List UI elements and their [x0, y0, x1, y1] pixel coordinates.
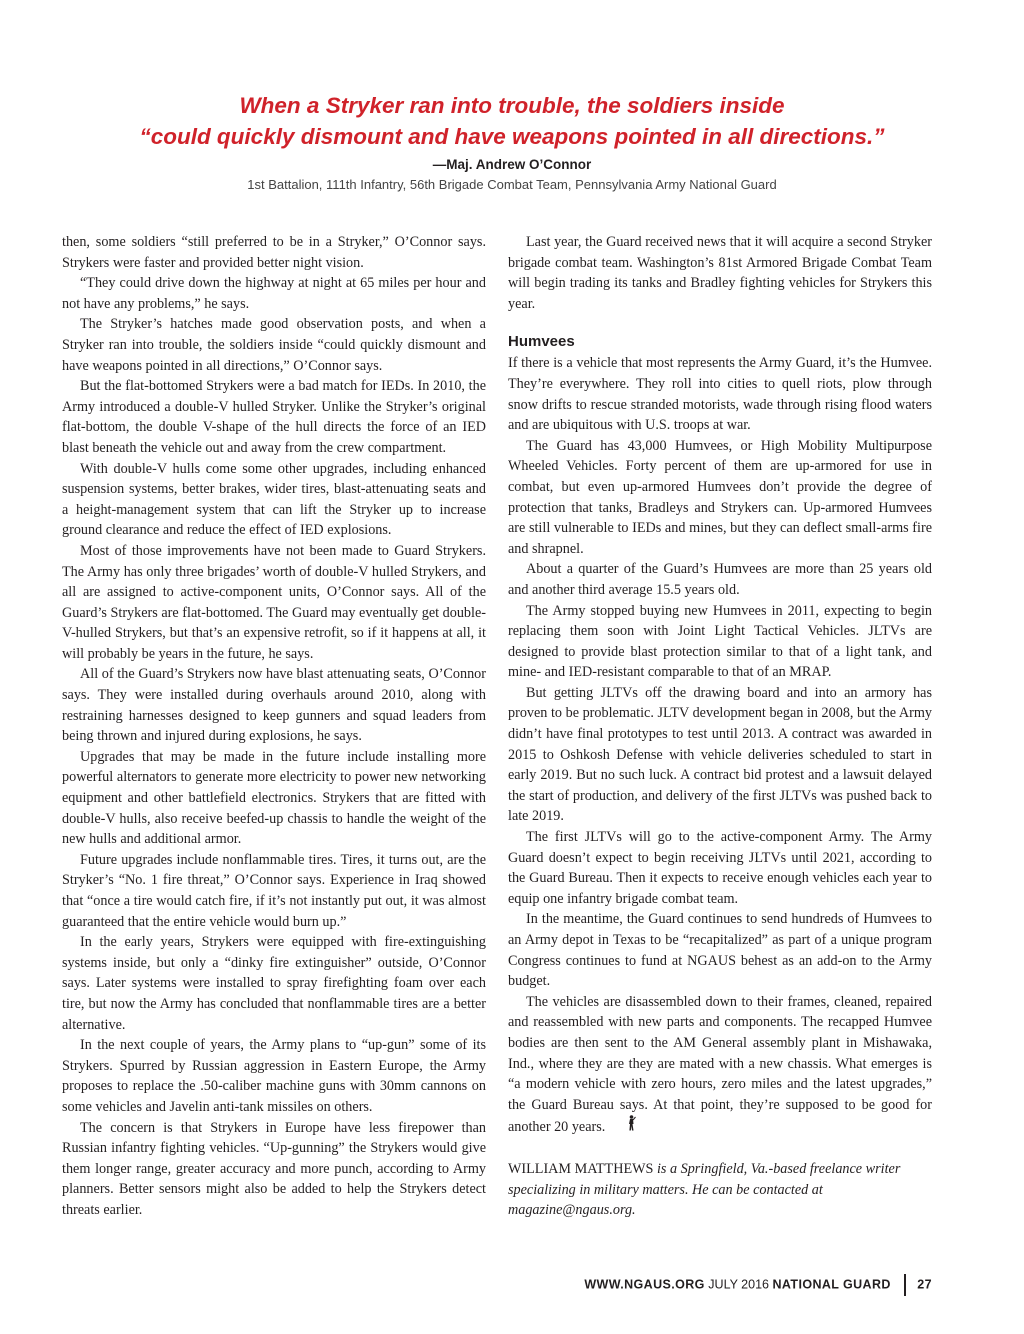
author-bio-text: is a Springfield, Va.-based freelance writer specializing in military matters. He can be contacted at magazine@ngaus.org.	[508, 1160, 901, 1219]
pull-quote	[40, 90, 984, 194]
article-paragraph: In the next couple of years, the Army plans to “up-gun” some of its Strykers. Spurred by Russian aggression in Eastern Europe, the Army proposes to replace the .50-caliber machine guns with 30mm cannons on some vehicles and Javelin anti-tank missiles on others.	[62, 1037, 486, 1115]
author-name: WILLIAM MATTHEWS	[508, 1160, 654, 1177]
article-paragraph: With double-V hulls come some other upgrades, including enhanced suspension systems, better brakes, wider tires, blast-attenuating seats and a height-management system that can lift the Stryker up to increase ground clearance and reduce the effect of IED explosions.	[62, 460, 486, 539]
footer-website: WWW.NGAUS.ORG	[584, 1277, 705, 1292]
pull-quote-attribution: —Maj. Andrew O’Connor	[432, 157, 592, 172]
left-column	[62, 232, 486, 1221]
section-heading-humvees: Humvees	[508, 333, 575, 351]
article-paragraph: About a quarter of the Guard’s Humvees are more than 25 years old and another third average 15.5 years old.	[508, 561, 932, 598]
last-paragraph-text: The vehicles are disassembled down to their frames, cleaned, repaired and reassembled with new parts and components. The recapped Humvee bodies are then sent to the AM General assembly plant in Mishawaka, Ind., where they are they are mated with a new chassis. What emerges is “a modern vehicle with zero hours, zero miles and the latest upgrades,” the Guard Bureau says. At that point, they’re supposed to be good for another 20 years.	[508, 993, 932, 1136]
pull-quote-affiliation: 1st Battalion, 111th Infantry, 56th Brigade Combat Team, Pennsylvania Army National Guard	[247, 177, 777, 192]
footer-issue: JULY 2016	[708, 1277, 769, 1292]
article-paragraph: The concern is that Strykers in Europe have less firepower than Russian infantry fighting vehicles. “Up-gunning” the Strykers would give them longer range, greater accuracy and more punch, according to Army planners. Better sensors might also be added to help the Strykers detect threats earlier.	[62, 1119, 486, 1218]
article-paragraph: If there is a vehicle that most represents the Army Guard, it’s the Humvee. They’re everywhere. They roll into cities to quell riots, plow through snow drifts to rescue stranded motorists, wade through rising flood waters and are ubiquitous with U.S. troops at war.	[508, 355, 932, 434]
article-paragraph: The Guard has 43,000 Humvees, or High Mobility Multipurpose Wheeled Vehicles. Forty percent of them are up-armored for use in combat, but even up-armored Humvees don’t provide the degree of protection that tanks, Bradleys and Strykers can. Up-armored Humvees are still vulnerable to IEDs and mines, but they can deflect small-arms fire and shrapnel.	[508, 437, 932, 557]
footer-magazine-name: NATIONAL GUARD	[772, 1277, 891, 1292]
article-paragraph: But getting JLTVs off the drawing board and into an armory has proven to be problematic. JLTV development began in 2008, but the Army didn’t have final prototypes to test until 2013. A contract was awarded in 2015 to Oshkosh Defense with vehicle deliveries scheduled to start in early 2019. But no such luck. A contract bid protest and a lawsuit delayed the start of production, and delivery of the first JLTVs was pushed back to late 2019.	[508, 684, 932, 825]
author-bio	[508, 1159, 932, 1221]
article-paragraph: The Army stopped buying new Humvees in 2011, expecting to begin replacing them soon with Joint Light Tactical Vehicles. JLTVs are designed to provide blast protection similar to that of a light tank, and mine- and IED-resistant comparable to that of an MRAP.	[508, 602, 932, 681]
article-paragraph: then, some soldiers “still preferred to be in a Stryker,” O’Connor says. Strykers were faster and provided better night vision.	[62, 234, 486, 271]
article-last-paragraph	[508, 992, 932, 1139]
article-paragraph: In the meantime, the Guard continues to send hundreds of Humvees to an Army depot in Texas to be “recapitalized” as part of a unique program Congress continues to fund at NGAUS behest as an add-on to the Army budget.	[508, 911, 932, 990]
article-paragraph: Future upgrades include nonflammable tires. Tires, it turns out, are the Stryker’s “No. 1 fire threat,” O’Connor says. Experience in Iraq showed that “once a tire would catch fire, if it’s not instantly put out, it was almost guaranteed that the entire vehicle would burn up.”	[62, 851, 486, 930]
article-paragraph: The first JLTVs will go to the active-component Army. The Army Guard doesn’t expect to begin receiving JLTVs until 2021, according to the Guard Bureau. Then it expects to receive enough vehicles each year to equip one infantry brigade combat team.	[508, 829, 932, 907]
soldier-silhouette-icon	[609, 1115, 636, 1139]
pull-quote-line-1: When a Stryker ran into trouble, the soldiers inside	[239, 93, 785, 118]
article-paragraph: The Stryker’s hatches made good observation posts, and when a Stryker ran into trouble, the soldiers inside “could quickly dismount and have weapons pointed in all directions,” O’Connor says.	[62, 316, 486, 374]
article-paragraph: Upgrades that may be made in the future include installing more powerful alternators to generate more electricity to power new networking equipment and other battlefield electronics. Strykers that are fitted with double-V hulls, also receive beefed-up chassis to handle the weight of the new hulls and additional armor.	[62, 748, 486, 848]
article-paragraph: Most of those improvements have not been made to Guard Strykers. The Army has only three brigades’ worth of double-V hulled Strykers, and all are assigned to active-component units, O’Connor says. All of the Guard’s Strykers are flat-bottomed. The Guard may eventually get double-V-hulled Strykers, but that’s an expensive retrofit, so if it happens at all, it will probably be years in the future, he says.	[62, 542, 486, 662]
article-paragraph: Last year, the Guard received news that it will acquire a second Stryker brigade combat team. Washington’s 81st Armored Brigade Combat Team will begin trading its tanks and Bradley fighting vehicles for Strykers this year.	[508, 234, 932, 312]
page-number: 27	[917, 1277, 932, 1292]
right-column	[508, 232, 932, 1221]
page-footer	[500, 1274, 932, 1296]
article-paragraph: In the early years, Strykers were equipped with fire-extinguishing systems inside, but only a “dinky fire extinguisher” outside, O’Connor says. Later systems were installed to spray firefighting foam over each tire, but now the Army has concluded that nonflammable tires are a better alternative.	[62, 934, 486, 1033]
footer-divider	[904, 1274, 906, 1296]
pull-quote-line-2: “could quickly dismount and have weapons pointed in all directions.”	[139, 124, 885, 149]
article-paragraph: But the flat-bottomed Strykers were a bad match for IEDs. In 2010, the Army introduced a double-V hulled Stryker. Unlike the Stryker’s original flat-bottom, the double V-shape of the hull directs the force of an IED blast beneath the vehicle out and away from the crew compartment.	[62, 378, 486, 456]
article-paragraph: “They could drive down the highway at night at 65 miles per hour and not have any problems,” he says.	[62, 275, 486, 312]
article-paragraph: All of the Guard’s Strykers now have blast attenuating seats, O’Connor says. They were installed during overhauls around 2010, along with restraining harnesses designed to keep gunners and squad leaders from being thrown and injured during explosions, he says.	[62, 666, 486, 745]
